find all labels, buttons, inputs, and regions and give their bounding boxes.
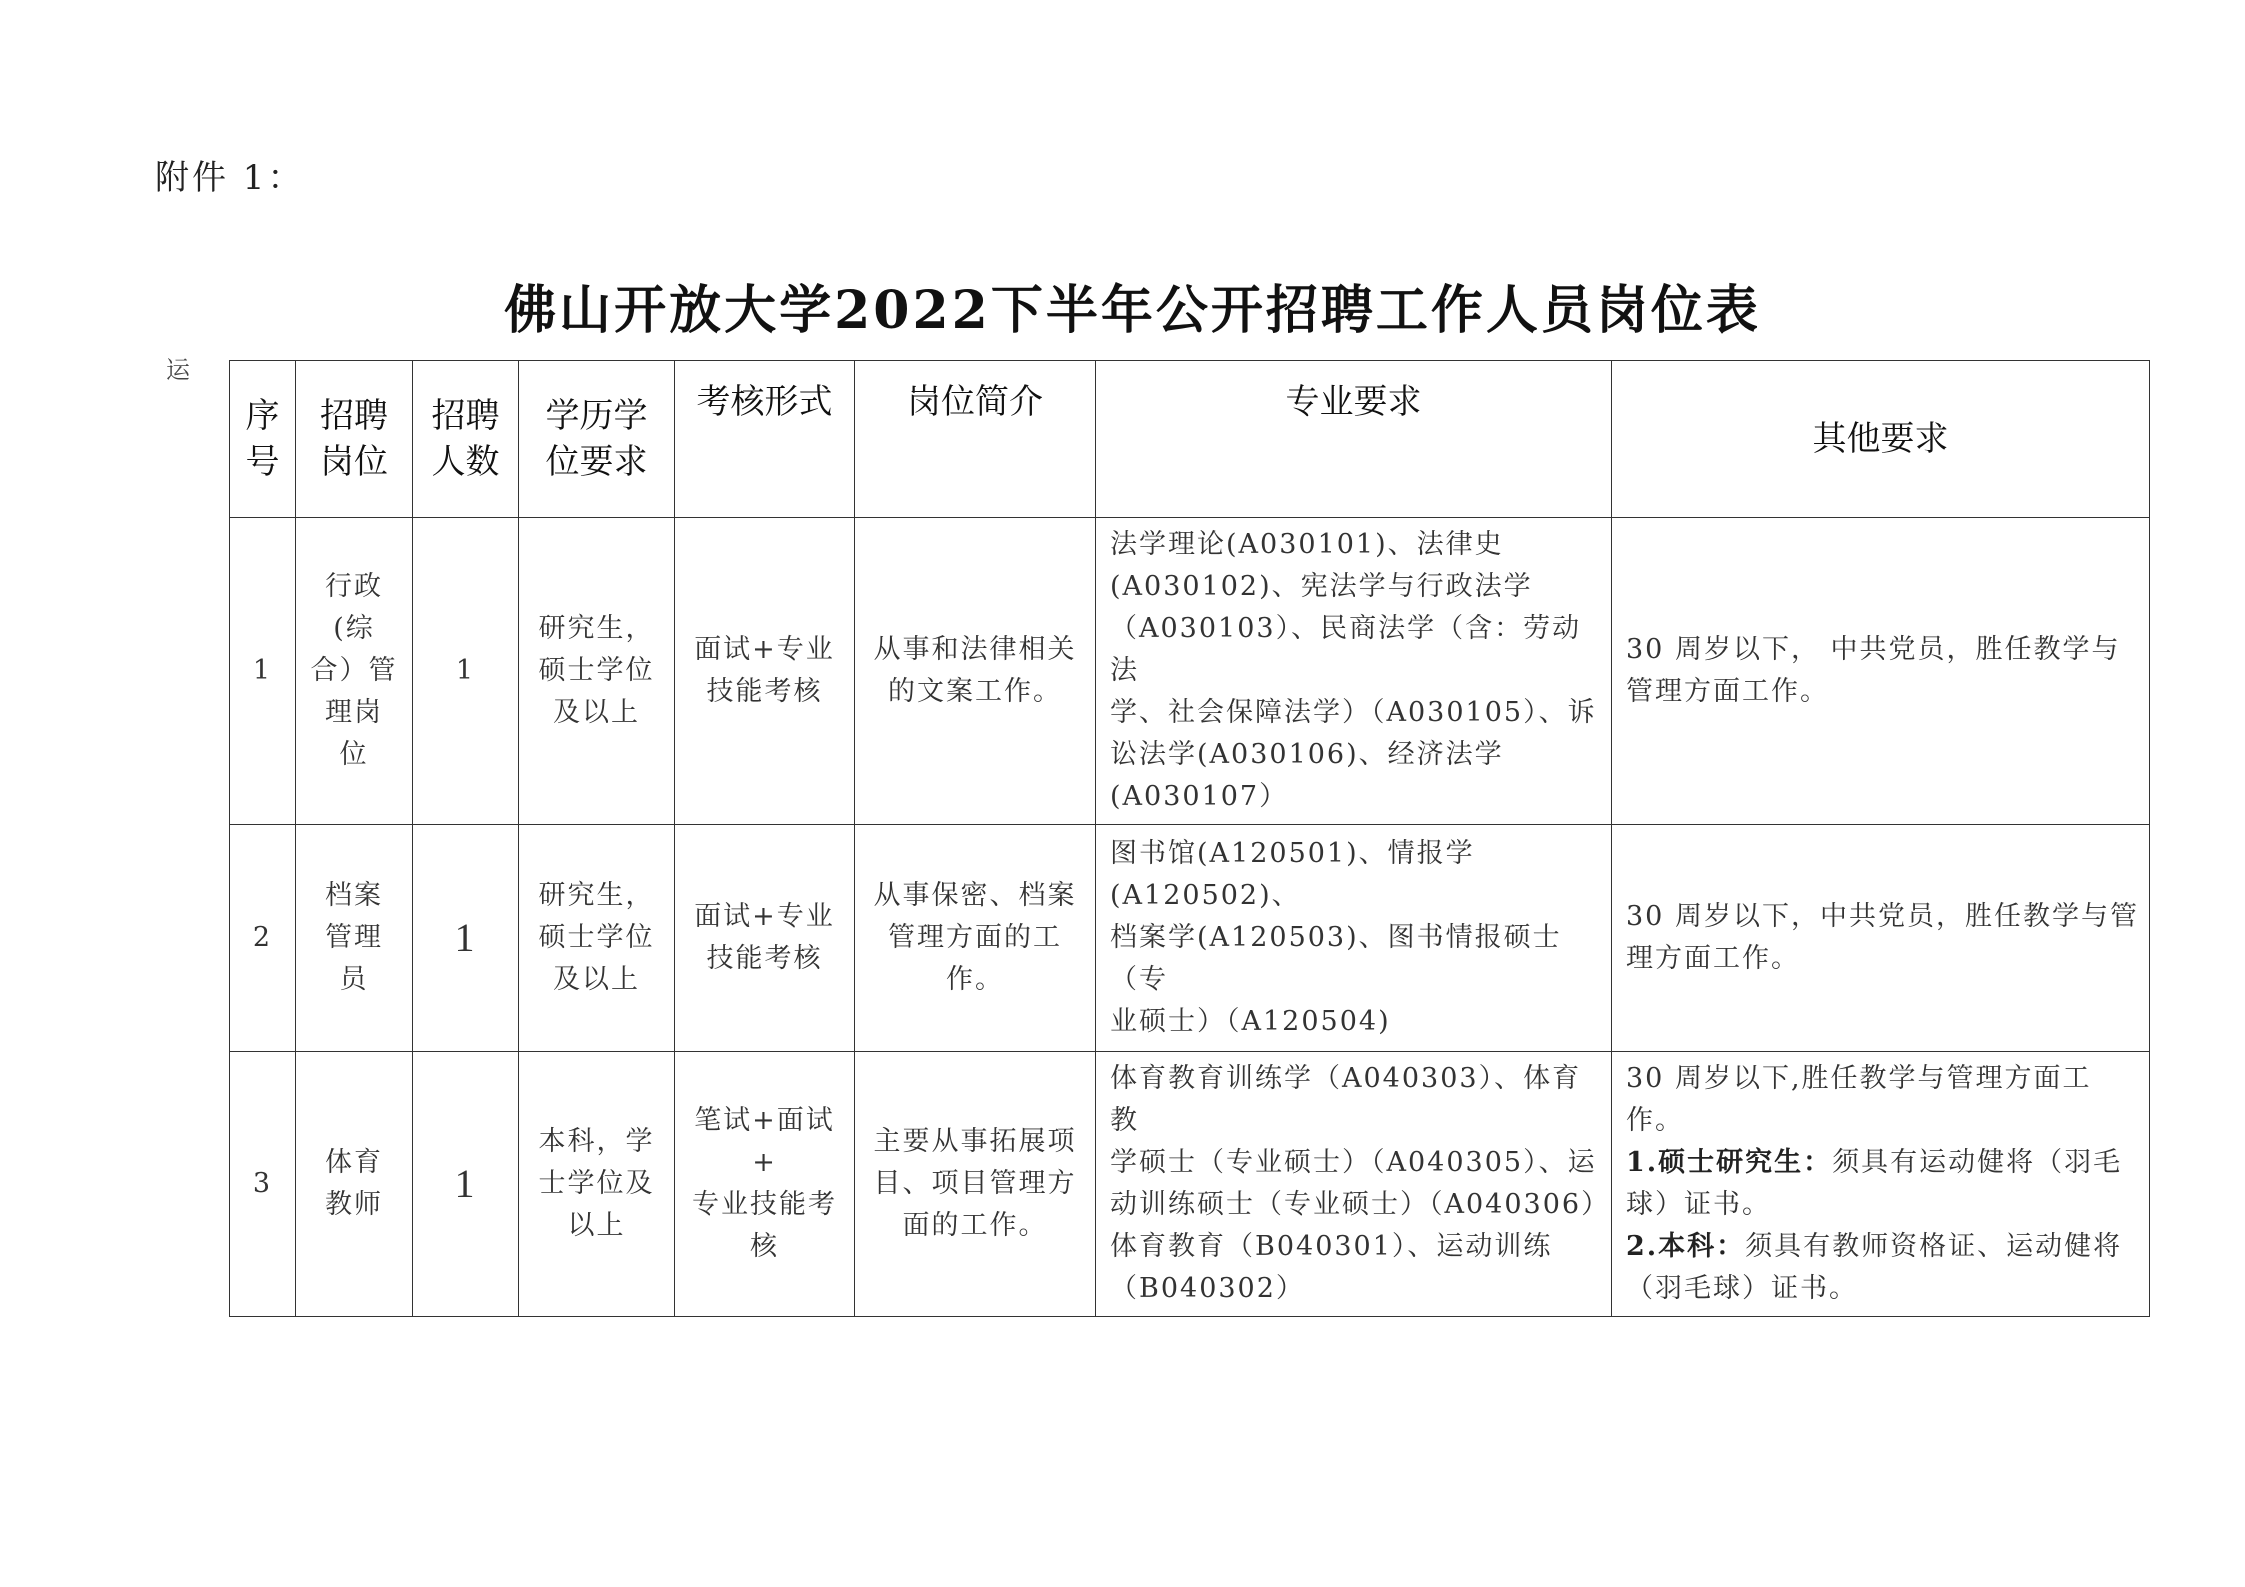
- cell-post: 档案 管理 员: [296, 825, 413, 1052]
- cell-intro: 从事保密、档案 管理方面的工 作。: [855, 825, 1096, 1052]
- cell-intro: 主要从事拓展项 目、项目管理方 面的工作。: [855, 1052, 1096, 1317]
- header-exam: 考核形式: [675, 361, 855, 518]
- cell-count: 1: [413, 518, 519, 825]
- header-major: 专业要求: [1096, 361, 1612, 518]
- cell-intro: 从事和法律相关 的文案工作。: [855, 518, 1096, 825]
- header-other: 其他要求: [1612, 361, 2150, 518]
- cell-major: 体育教育训练学（A040303）、体育教 学硕士（专业硕士）（A040305）、运 动训练硕士（专业硕士）（A040306） 体育教育（B040301）、运动训练 （B040302）: [1096, 1052, 1612, 1317]
- table-row: [230, 1052, 2150, 1317]
- header-count: 招聘 人数: [413, 361, 519, 518]
- cell-other: 30 周岁以下， 中共党员，胜任教学与 管理方面工作。: [1612, 518, 2150, 825]
- item1-label: 1.硕士研究生：: [1626, 1147, 1833, 1178]
- table-row: [230, 518, 2150, 825]
- cell-education: 本科，学 士学位及 以上: [519, 1052, 675, 1317]
- stray-mark: 运: [166, 356, 190, 384]
- header-education: 学历学 位要求: [519, 361, 675, 518]
- cell-education: 研究生， 硕士学位 及以上: [519, 825, 675, 1052]
- header-post: 招聘 岗位: [296, 361, 413, 518]
- job-positions-table: [229, 360, 2150, 1317]
- cell-count: 1: [413, 1052, 519, 1317]
- cell-seq: 2: [230, 825, 296, 1052]
- cell-exam: 面试+专业 技能考核: [675, 518, 855, 825]
- cell-major: 图书馆(A120501)、情报学(A120502)、 档案学(A120503)、图书情报硕士（专 业硕士）（A120504): [1096, 825, 1612, 1052]
- table-row: [230, 825, 2150, 1052]
- cell-major: 法学理论(A030101)、法律史 (A030102)、宪法学与行政法学 （A030103）、民商法学（含：劳动法 学、社会保障法学）（A030105）、诉 讼法学(A030106)、经济法学(A030107）: [1096, 518, 1612, 825]
- cell-seq: 3: [230, 1052, 296, 1317]
- item2-label: 2.本科：: [1626, 1231, 1746, 1262]
- cell-count: 1: [413, 825, 519, 1052]
- header-seq: 序 号: [230, 361, 296, 518]
- cell-exam: 面试+专业 技能考核: [675, 825, 855, 1052]
- cell-exam: 笔试+面试+ 专业技能考 核: [675, 1052, 855, 1317]
- attachment-label: 附件 1：: [155, 158, 305, 198]
- cell-other: 30 周岁以下,胜任教学与管理方面工作。 1.硕士研究生：须具有运动健将（羽毛 球）证书。 2.本科：须具有教师资格证、运动健将 （羽毛球）证书。: [1612, 1052, 2150, 1317]
- cell-seq: 1: [230, 518, 296, 825]
- header-intro: 岗位简介: [855, 361, 1096, 518]
- cell-education: 研究生， 硕士学位 及以上: [519, 518, 675, 825]
- header-row: [230, 361, 2150, 518]
- document-title: 佛山开放大学2022下半年公开招聘工作人员岗位表: [504, 280, 1761, 341]
- cell-post: 行政 (综 合）管 理岗 位: [296, 518, 413, 825]
- cell-other: 30 周岁以下，中共党员，胜任教学与管 理方面工作。: [1612, 825, 2150, 1052]
- cell-post: 体育 教师: [296, 1052, 413, 1317]
